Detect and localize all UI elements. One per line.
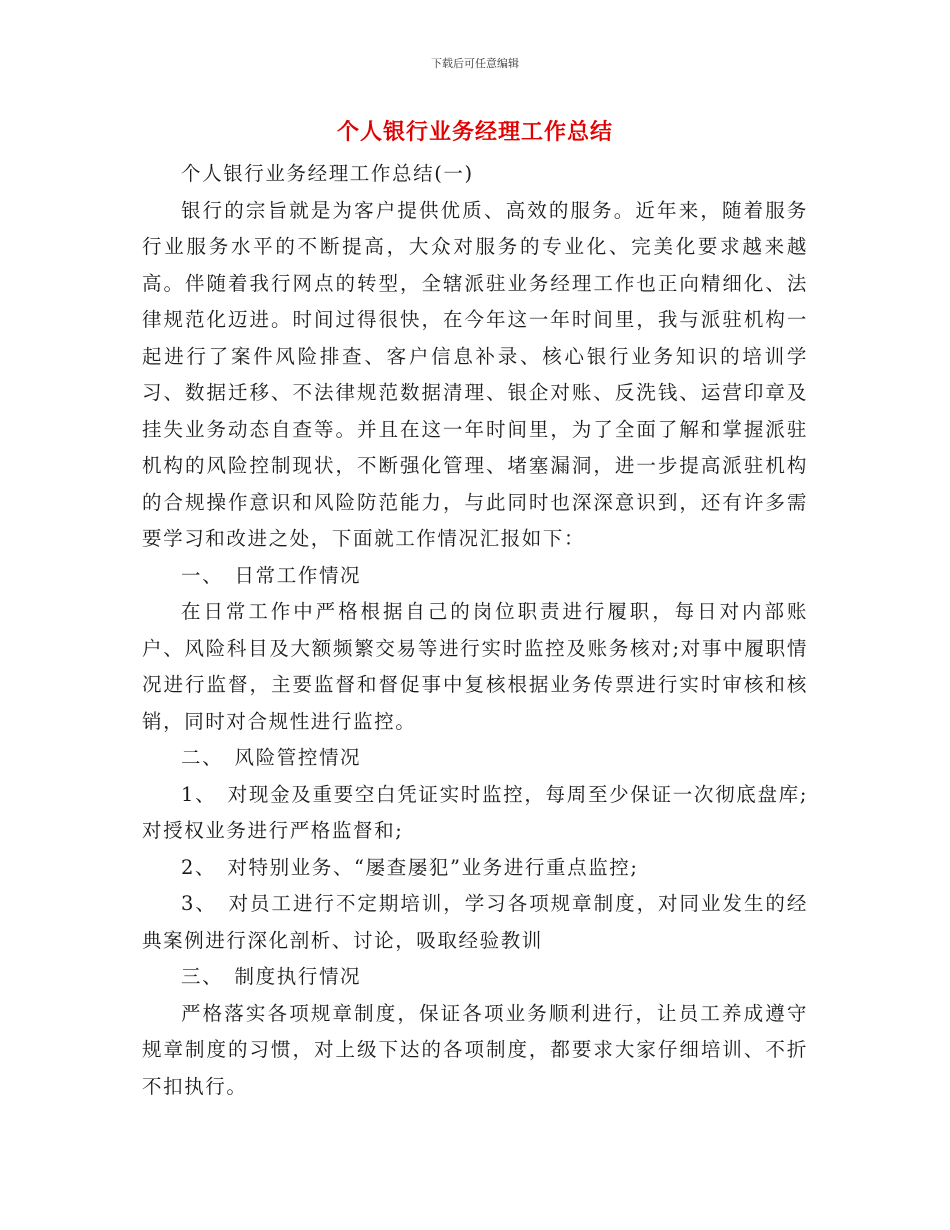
list-item: 3、 对员工进行不定期培训，学习各项规章制度，对同业发生的经典案例进行深化剖析、讨论，吸取经验教训 [142, 892, 808, 952]
paragraph: 在日常工作中严格根据自己的岗位职责进行履职，每日对内部账户、风险科目及大额频繁交易等进行实时监控及账务核对;对事中履职情况进行监督，主要监督和督促事中复核根据业务传票进行实时审核和核销，同时对合规性进行监控。 [142, 600, 808, 733]
document-body [142, 156, 808, 1105]
section-heading: 三、 制度执行情况 [181, 965, 362, 988]
list-item: 2、 对特别业务、“屡查屡犯”业务进行重点监控; [181, 855, 639, 879]
paragraph: 严格落实各项规章制度，保证各项业务顺利进行，让员工养成遵守规章制度的习惯，对上级下达的各项制度，都要求大家仔细培训、不折不扣执行。 [142, 1001, 808, 1098]
list-item: 1、 对现金及重要空白凭证实时监控，每周至少保证一次彻底盘库;对授权业务进行严格监督和; [142, 782, 808, 842]
section-heading: 个人银行业务经理工作总结(一) [181, 162, 474, 185]
section-heading: 二、 风险管控情况 [181, 746, 362, 769]
document-title: 个人银行业务经理工作总结 [336, 120, 613, 145]
header-note: 下载后可任意编辑 [431, 57, 519, 70]
paragraph: 银行的宗旨就是为客户提供优质、高效的服务。近年来，随着服务行业服务水平的不断提高，大众对服务的专业化、完美化要求越来越高。伴随着我行网点的转型，全辖派驻业务经理工作也正向精细化、法律规范化迈进。时间过得很快，在今年这一年时间里，我与派驻机构一起进行了案件风险排查、客户信息补录、核心银行业务知识的培训学习、数据迁移、不法律规范数据清理、银企对账、反洗钱、运营印章及挂失业务动态自查等。并且在这一年时间里，为了全面了解和掌握派驻机构的风险控制现状，不断强化管理、堵塞漏洞，进一步提高派驻机构的合规操作意识和风险防范能力，与此同时也深深意识到，还有许多需要学习和改进之处，下面就工作情况汇报如下： [142, 198, 808, 550]
section-heading: 一、 日常工作情况 [181, 563, 362, 587]
